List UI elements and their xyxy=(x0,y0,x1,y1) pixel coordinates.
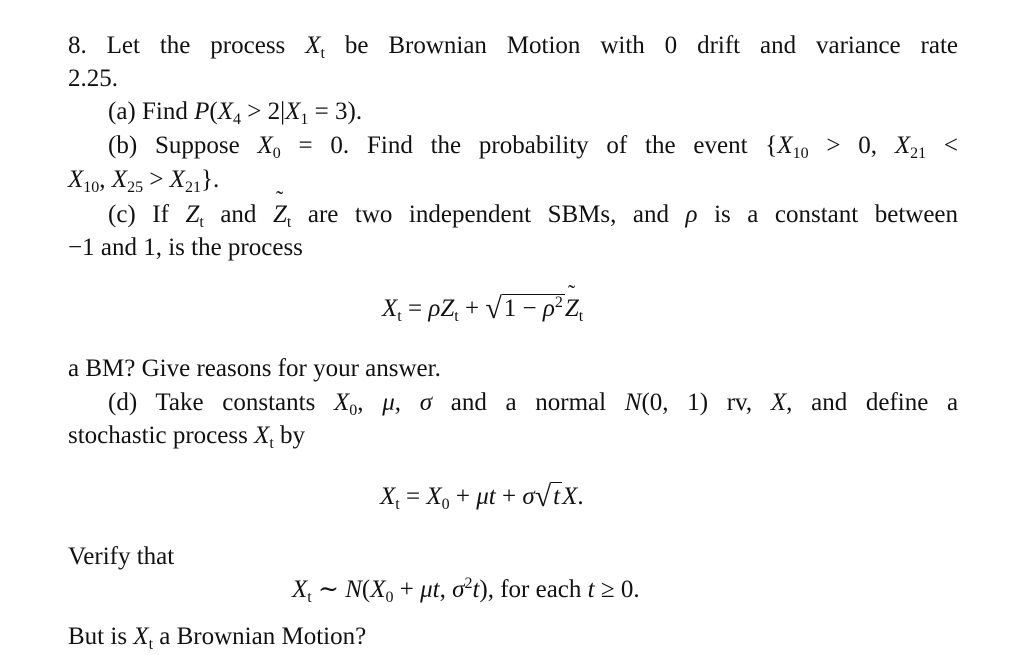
equation-c: $X_t = \rho Z_t + √1$ − $\rho^2˜$ $Z_t$ xyxy=(382,292,583,324)
part-d-cont: stochastic process $X_t$ by xyxy=(68,422,306,452)
equation-d: $X_t = X_0 + \mu t + \sigma√tX$. xyxy=(380,480,584,513)
part-c-cont: −1 and 1, is the process xyxy=(68,234,303,261)
verify-text: Verify that xyxy=(68,543,175,570)
part-b: (b) Suppose $X_0 = 0$. Find the probability of the event {$X_{10} > 0$, $X_{21}$ < xyxy=(108,132,958,162)
part-c: (c) If $Z_t$ and ˜ $Z_t$ are two independent SBMs, and ρ is a constant between xyxy=(108,200,958,230)
part-c-question: a BM? Give reasons for your answer. xyxy=(68,355,441,382)
intro-line: 8. Let the process $X_t$ be Brownian Motion with 0 drift and variance rate xyxy=(68,32,959,62)
variance-line: 2.25. xyxy=(68,65,118,92)
part-b-cont: $X_{10}$, $X_{25} > X_{21}$}. xyxy=(68,166,220,196)
part-d: (d) Take constants $X_0$, μ, σ and a normal N(0, 1) rv, X, and define a xyxy=(108,389,959,419)
distribution-statement: $X_t$ ∼ $N(X_0 + \mu t$, $\sigma^2t$), for each t ≥ 0. xyxy=(292,575,640,606)
closing-question: But is $X_t$ a Brownian Motion? xyxy=(68,623,367,653)
part-a: (a) Find $P(X_4 > 2|X_1 = 3)$. xyxy=(108,98,363,128)
